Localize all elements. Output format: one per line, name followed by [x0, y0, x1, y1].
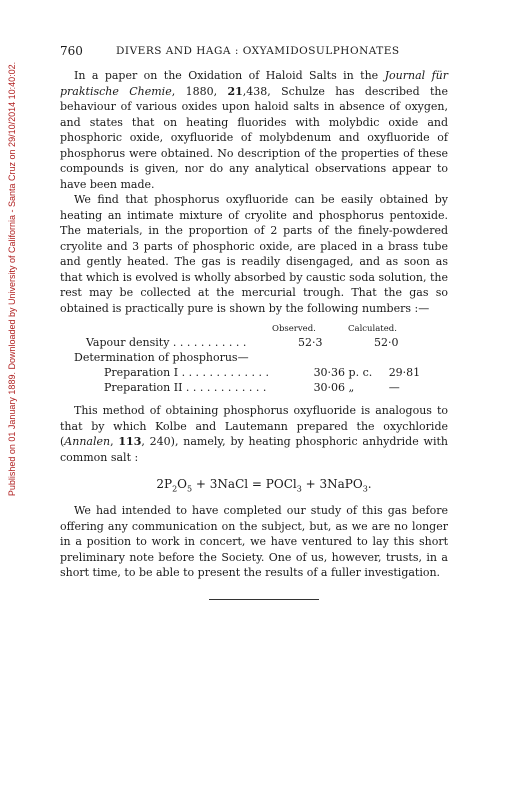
- eq-subscript: 2: [172, 484, 178, 494]
- paragraph-method: We find that phosphorus oxyfluoride can be easily obtained by heating an intimate mixture of cryolite and phosphorus pentoxide. The materials, in the proportion of 2 parts of the finely-powdered cryolite and 3 parts of phosphoric oxide, are placed in a brass tube and gently heated. The gas is readily disengaged, and as soon as that which is evolved is wholly absorbed by caustic soda solution, the rest may be collected at the mercurial trough. That the gas so obtained is practically pure is shown by the following numbers :—: [60, 193, 448, 315]
- column-header-observed: Observed.: [272, 324, 316, 334]
- paragraph-analogy: [60, 403, 448, 465]
- calculated-value: 52·0: [374, 336, 399, 349]
- provenance-stamp: [6, 40, 18, 520]
- table-row: [60, 380, 448, 395]
- row-label: Determination of phosphorus—: [74, 351, 249, 364]
- journal-title: Journal für praktische Chemie: [60, 69, 448, 98]
- table-row: [60, 365, 448, 380]
- row-label: Preparation I . . . . . . . . . . . . .: [104, 366, 269, 379]
- running-header: [60, 44, 448, 58]
- calculated-value: 29·81: [388, 366, 421, 379]
- paragraph-closing: We had intended to have completed our study of this gas before offering any communication on the subject, but, as we are no longer in a position to work in concert, we have ventured to lay this short preliminary note before the Society. One of us, however, trusts, in a short time, to be able to present the results of a fuller investigation.: [60, 504, 448, 580]
- volume-number: 113: [118, 435, 142, 448]
- chemical-equation: [80, 477, 448, 493]
- observed-value: 30·36 p. c.: [313, 366, 373, 379]
- page-body: [60, 44, 448, 600]
- observed-value: 52·3: [298, 336, 323, 349]
- para3-text-b: ,: [110, 435, 119, 448]
- eq-subscript: 3: [296, 484, 302, 494]
- page-number: 760: [60, 44, 83, 58]
- eq-subscript: 5: [187, 484, 193, 494]
- table-row: [60, 335, 448, 350]
- paragraph-intro: [60, 68, 448, 192]
- journal-title: Annalen: [64, 435, 111, 448]
- running-title: DIVERS AND HAGA : OXYAMIDOSULPHONATES: [116, 45, 400, 57]
- observed-value: 30·06 „: [313, 381, 355, 394]
- para3-text-a: This method of obtaining phosphorus oxyfluoride is analogous to that by which Kolbe and Lautemann prepared the oxychloride (: [60, 404, 448, 448]
- provenance-text: Published on 01 January 1889. Downloaded by University of California - Santa Cruz on 29/10/2014 10:40:02.: [7, 61, 17, 497]
- para1-text-a: In a paper on the Oxidation of Haloid Salts in the: [74, 69, 385, 82]
- volume-number: 21: [227, 84, 243, 98]
- eq-term: O: [177, 477, 188, 491]
- eq-term: 2P: [156, 477, 173, 491]
- results-table: [60, 322, 448, 395]
- eq-term: + 3NaPO: [301, 477, 363, 491]
- end-rule: [209, 599, 319, 600]
- eq-term: .: [367, 477, 372, 491]
- para1-text-c: ,438, Schulze has described the behaviour of various oxides upon haloid salts in absence of oxygen, and states that on heating fluorides with molybdic oxide and phosphoric oxide, oxyfluoride of molybdenum and oxyfluoride of phosphorus were obtained. No description of the properties of these compounds is given, nor do any analytical observations appear to have been made.: [60, 84, 448, 191]
- row-label: Preparation II . . . . . . . . . . . .: [104, 381, 267, 394]
- row-label: Vapour density . . . . . . . . . . .: [86, 336, 247, 349]
- column-header-calculated: Calculated.: [348, 324, 397, 334]
- eq-subscript: 3: [362, 484, 368, 494]
- calculated-value: —: [388, 381, 400, 394]
- para3-text-c: , 240), namely, by heating phosphoric anhydride with common salt :: [60, 435, 448, 464]
- para1-text-b: , 1880,: [171, 84, 228, 98]
- table-row: [60, 350, 448, 365]
- eq-term: + 3NaCl = POCl: [192, 477, 297, 491]
- table-header-row: [60, 322, 448, 335]
